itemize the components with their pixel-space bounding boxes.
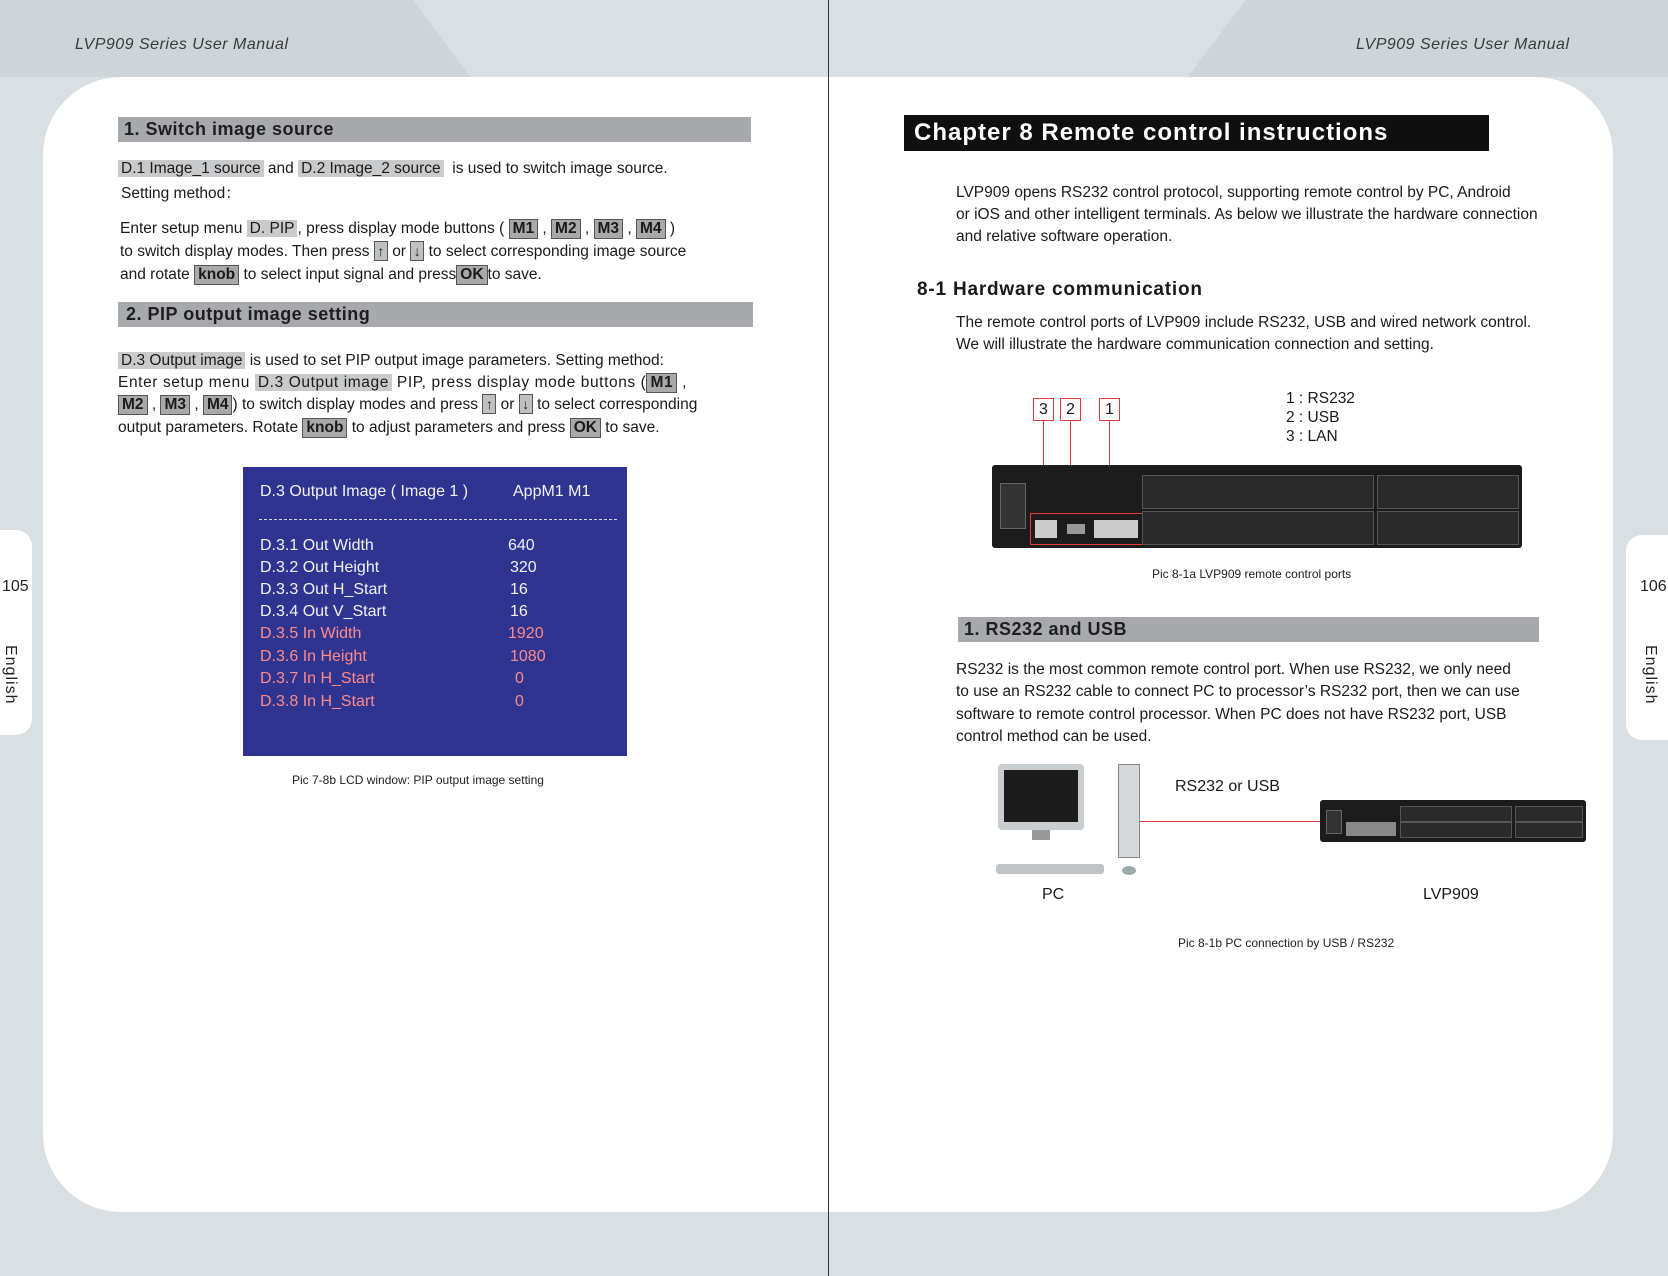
section-8-1-title: 8-1 Hardware communication <box>917 279 1203 300</box>
lcd-row-label: D.3.7 In H_Start <box>260 670 375 687</box>
lcd-caption: Pic 7-8b LCD window: PIP output image setting <box>292 773 544 787</box>
input-card-2 <box>1142 511 1374 545</box>
menu-image2-source: D.2 Image_2 source <box>298 160 444 177</box>
connection-label: RS232 or USB <box>1175 778 1280 795</box>
lcd-row-value: 640 <box>508 537 535 554</box>
key-ok-b: OK <box>570 418 601 438</box>
header-title-right: LVP909 Series User Manual <box>1356 36 1570 53</box>
section-rs232-usb-title: 1. RS232 and USB <box>958 617 1539 642</box>
pip-line-3: M2 , M3 , M4 ) to switch display modes and press ↑ or ↓ to select corresponding <box>118 394 697 416</box>
menu-d3-output-image: D.3 Output image <box>118 352 245 369</box>
lcd-divider <box>259 519 617 520</box>
lcd-row-label: D.3.4 Out V_Start <box>260 603 387 620</box>
up-arrow-icon-b: ↑ <box>482 394 496 414</box>
output-card-1 <box>1377 475 1519 509</box>
lcd-row-label: D.3.8 In H_Start <box>260 693 375 710</box>
pip-line-1: D.3 Output image is used to set PIP output image parameters. Setting method: <box>118 350 664 372</box>
lcd-row-label: D.3.6 In Height <box>260 648 367 665</box>
switch-source-line-3: to switch display modes. Then press ↑ or ↓ to select corresponding image source <box>120 243 687 260</box>
port-legend: 1 : RS232 2 : USB 3 : LAN <box>1286 390 1355 445</box>
switch-source-line-4: and rotate knob to select input signal and press OK to save. <box>120 266 542 283</box>
key-ok: OK <box>456 265 487 285</box>
power-socket-icon <box>1000 483 1026 529</box>
pc-label: PC <box>1042 886 1065 903</box>
page-number-right: 106 <box>1640 578 1667 595</box>
lvp909-label: LVP909 <box>1423 886 1479 903</box>
caption-8-1b: Pic 8-1b PC connection by USB / RS232 <box>1178 936 1395 950</box>
setting-method-label: Setting method： <box>121 185 241 202</box>
switch-source-line-1: D.1 Image_1 source and D.2 Image_2 source is used to switch image source. <box>118 158 668 180</box>
book-spine <box>828 0 829 1276</box>
pc-monitor-icon <box>998 764 1086 844</box>
down-arrow-icon-b: ↓ <box>519 394 533 414</box>
header-title-left: LVP909 Series User Manual <box>75 36 289 53</box>
key-m2-b: M2 <box>118 395 148 415</box>
menu-d3-output-image-2: D.3 Output image <box>255 374 392 391</box>
lcd-title: D.3 Output Image ( Image 1 ) <box>260 483 469 500</box>
keyboard-icon <box>996 864 1104 874</box>
side-label-left: English <box>2 645 19 705</box>
key-m1-b: M1 <box>646 373 677 393</box>
output-card-2 <box>1377 511 1519 545</box>
lcd-mode: AppM1 M1 <box>513 483 591 500</box>
intro-paragraph: LVP909 opens RS232 control protocol, supporting remote control by PC, Android or iOS and other intelligent terminals. As below we illustrate the hardware connection and relative software operation. <box>956 184 1538 245</box>
lan-port-icon <box>1035 520 1057 538</box>
down-arrow-icon: ↓ <box>410 241 424 261</box>
port-number-1: 1 <box>1099 398 1120 421</box>
lcd-row-value: 16 <box>510 603 528 620</box>
connection-cable-line <box>1140 821 1320 822</box>
chapter-title: Chapter 8 Remote control instructions <box>904 115 1489 151</box>
key-m1: M1 <box>509 219 539 239</box>
key-m2: M2 <box>551 219 581 239</box>
lcd-row-label: D.3.2 Out Height <box>260 559 380 576</box>
key-m4-b: M4 <box>203 395 233 415</box>
lcd-row-value: 1920 <box>508 625 544 642</box>
usb-port-icon <box>1067 524 1085 534</box>
pip-line-4: output parameters. Rotate knob to adjust parameters and press OK to save. <box>118 419 660 436</box>
up-arrow-icon: ↑ <box>374 241 388 261</box>
lcd-row-label: D.3.3 Out H_Start <box>260 581 388 598</box>
lcd-row-value: 1080 <box>510 648 546 665</box>
lcd-row-value: 0 <box>515 670 524 687</box>
lcd-row-label: D.3.5 In Width <box>260 625 362 642</box>
menu-image1-source: D.1 Image_1 source <box>118 160 264 177</box>
rs232-paragraph: RS232 is the most common remote control port. When use RS232, we only need to use an RS232 cable to connect PC to processor’s RS232 port, then we can use software to remote control processor. When PC does not have RS232 port, USB control method can be used. <box>956 661 1520 745</box>
input-card-1 <box>1142 475 1374 509</box>
port-number-2: 2 <box>1060 398 1081 421</box>
menu-d-pip: D. PIP <box>247 220 298 237</box>
key-m4: M4 <box>636 219 666 239</box>
key-knob: knob <box>194 265 239 285</box>
lvp909-rear-panel-image <box>992 465 1522 548</box>
lcd-row-value: 0 <box>515 693 524 710</box>
lcd-row-value: 320 <box>510 559 537 576</box>
mouse-icon <box>1122 866 1136 875</box>
key-knob-b: knob <box>302 418 347 438</box>
lcd-row-value: 16 <box>510 581 528 598</box>
switch-source-line-2: Enter setup menu D. PIP , press display mode buttons ( M1 , M2 , M3 , M4 ) <box>120 220 675 237</box>
rs232-port-icon <box>1094 520 1138 538</box>
pip-line-2: Enter setup menu D.3 Output image PIP, press display mode buttons ( M1 , <box>118 374 688 391</box>
page-number-left: 105 <box>2 578 29 595</box>
lcd-row-label: D.3.1 Out Width <box>260 537 374 554</box>
section-8-1-text: The remote control ports of LVP909 include RS232, USB and wired network control. We will illustrate the hardware communication connection and setting. <box>956 314 1532 353</box>
key-m3-b: M3 <box>160 395 190 415</box>
section-switch-image-source-title: 1. Switch image source <box>118 117 751 142</box>
right-side-tab <box>1626 535 1668 740</box>
port-number-3: 3 <box>1033 398 1054 421</box>
lcd-window <box>243 467 627 756</box>
key-m3: M3 <box>594 219 624 239</box>
section-pip-output-title: 2. PIP output image setting <box>118 302 753 327</box>
caption-8-1a: Pic 8-1a LVP909 remote control ports <box>1152 567 1352 581</box>
lvp909-device-image <box>1320 800 1586 842</box>
pc-tower-icon <box>1118 764 1140 858</box>
side-label-right: English <box>1642 645 1659 705</box>
